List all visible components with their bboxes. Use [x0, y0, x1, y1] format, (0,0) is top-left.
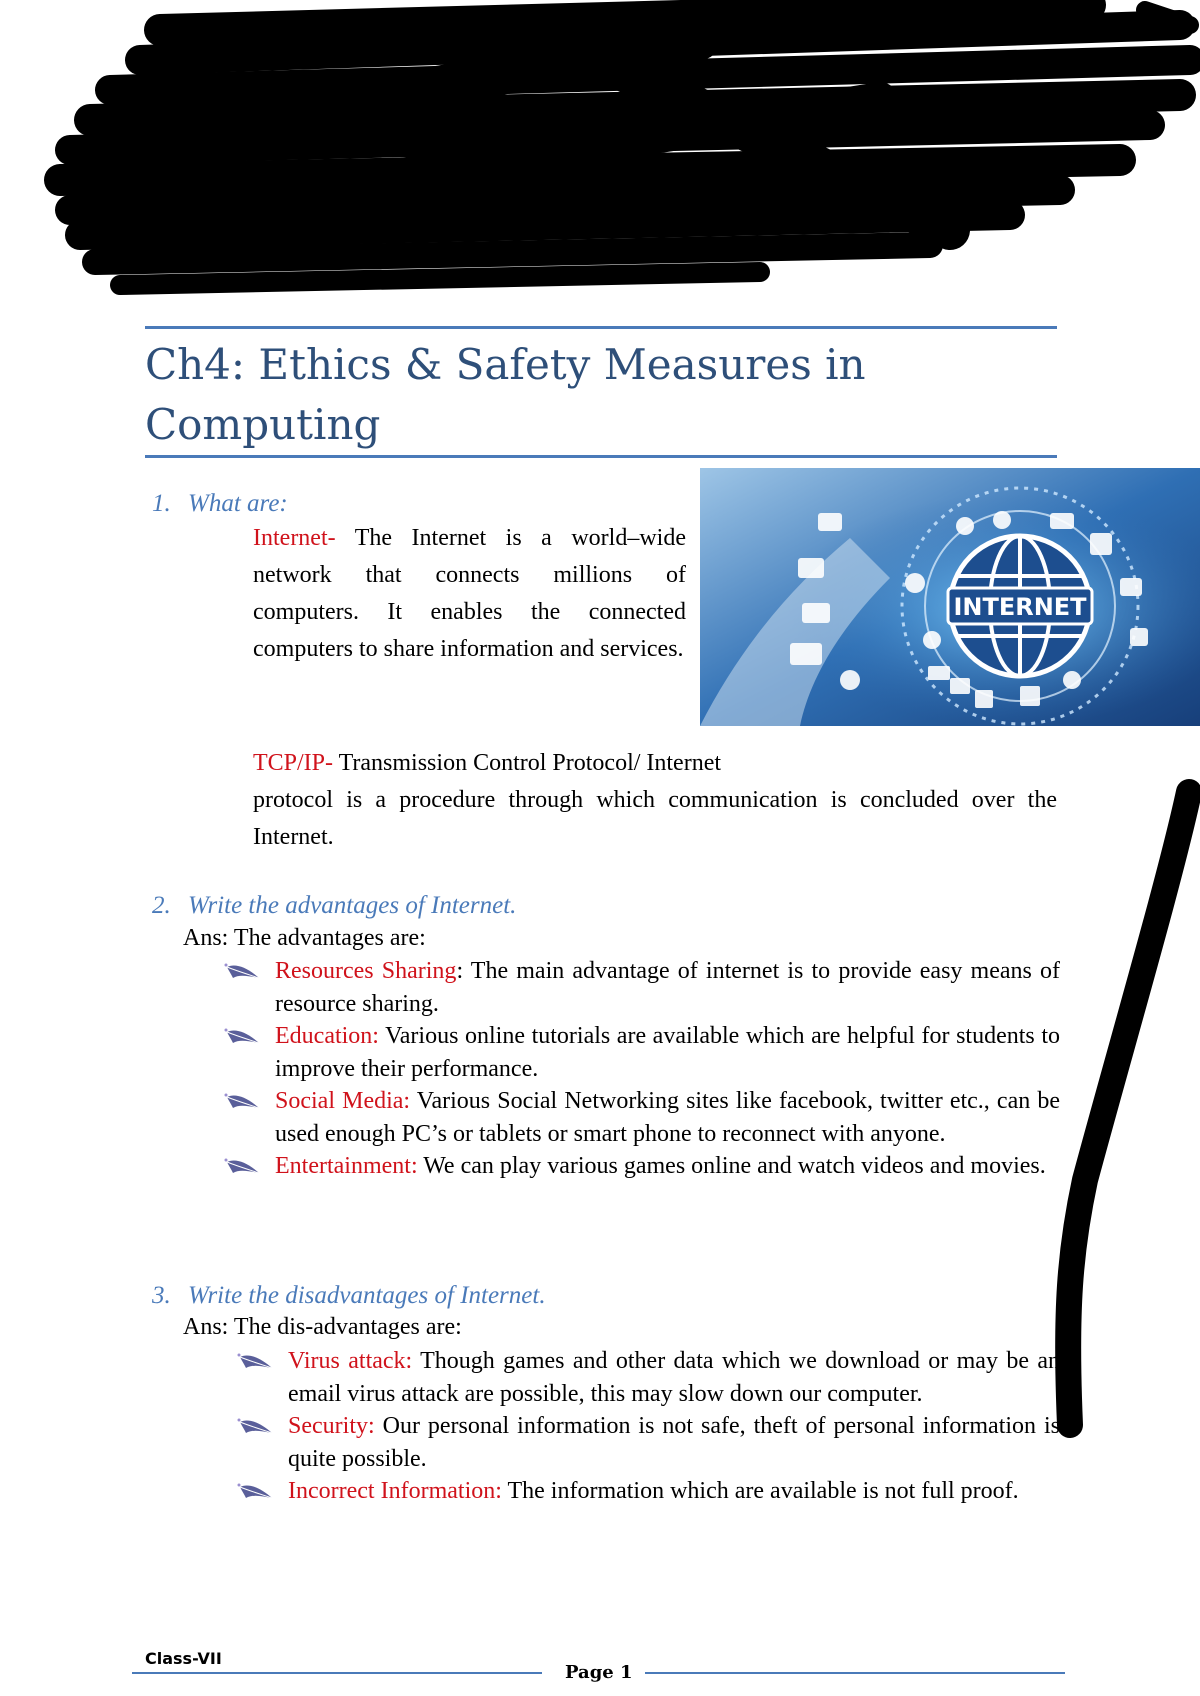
- question-3-heading: [152, 1282, 546, 1310]
- tcpip-rest: protocol is a procedure through which communication is concluded over the Internet.: [253, 787, 1057, 850]
- item-desc: We can play various games online and watch videos and movies.: [417, 1153, 1046, 1179]
- footer-rule-right: [645, 1672, 1065, 1674]
- question-2-heading: [152, 892, 516, 920]
- footer-class-label: Class-VII: [145, 1649, 222, 1668]
- tcpip-definition: [253, 745, 1057, 856]
- list-item: [288, 1345, 1060, 1410]
- definition-text: Transmission Control Protocol/ Internet: [333, 750, 722, 776]
- feather-bullet-icon: [223, 1026, 263, 1048]
- item-desc: Our personal information is not safe, theft of personal information is quite possible.: [288, 1413, 1060, 1472]
- item-desc: Various Social Networking sites like facebook, twitter etc., can be used enough PC’s or tablets or smart phone to reconnect with anyone.: [275, 1088, 1060, 1147]
- item-term: Social Media:: [275, 1088, 411, 1114]
- list-item: [288, 1410, 1060, 1475]
- definition-text: The Internet is a world–wide network that connects millions of computers. It enables the connected computers to share information and services.: [253, 525, 686, 662]
- question-number: 2.: [152, 892, 171, 919]
- term-internet: Internet-: [253, 525, 336, 551]
- item-desc: : The main advantage of internet is to provide easy means of resource sharing.: [275, 958, 1060, 1017]
- question-text: Write the disadvantages of Internet.: [188, 1282, 546, 1309]
- question-number: 1.: [152, 490, 171, 517]
- item-term: Incorrect Information:: [288, 1478, 502, 1504]
- list-item: [275, 1020, 1060, 1085]
- list-item: [288, 1475, 1060, 1508]
- feather-bullet-icon: [223, 961, 263, 983]
- feather-bullet-icon: [223, 1156, 263, 1178]
- item-term: Virus attack:: [288, 1348, 413, 1374]
- footer-page-number: Page 1: [565, 1662, 633, 1683]
- answer-intro: Ans: The advantages are:: [183, 925, 426, 951]
- question-text: What are:: [188, 490, 288, 517]
- question-number: 3.: [152, 1282, 171, 1309]
- item-term: Security:: [288, 1413, 375, 1439]
- internet-definition: [253, 520, 686, 668]
- list-item: [275, 955, 1060, 1020]
- page-title: Ch4: Ethics & Safety Measures in Computing: [145, 340, 866, 449]
- list-item: [275, 1085, 1060, 1150]
- item-term: Resources Sharing: [275, 958, 457, 984]
- title-bottom-rule: [145, 455, 1057, 458]
- item-term: Entertainment:: [275, 1153, 418, 1179]
- footer-rule-left: [132, 1672, 542, 1674]
- item-desc: Various online tutorials are available which are helpful for students to improve their performance.: [275, 1023, 1060, 1082]
- title-top-rule: [145, 326, 1057, 329]
- advantages-list: [275, 955, 1060, 1183]
- answer-intro: Ans: The dis-advantages are:: [183, 1314, 462, 1340]
- feather-bullet-icon: [223, 1091, 263, 1113]
- item-desc: The information which are available is not full proof.: [501, 1478, 1019, 1504]
- item-desc: Though games and other data which we download or may be an email virus attack are possible, this may slow down our computer.: [288, 1348, 1060, 1407]
- item-term: Education:: [275, 1023, 379, 1049]
- question-text: Write the advantages of Internet.: [188, 892, 517, 919]
- question-1-heading: [152, 490, 288, 518]
- internet-illustration: [700, 468, 1200, 726]
- tcpip-first-line: [253, 745, 1057, 782]
- feather-bullet-icon: [236, 1416, 276, 1438]
- list-item: [275, 1150, 1060, 1183]
- internet-image-label: INTERNET: [953, 593, 1087, 621]
- disadvantages-list: [288, 1345, 1060, 1508]
- term-tcpip: TCP/IP-: [253, 750, 334, 776]
- feather-bullet-icon: [236, 1481, 276, 1503]
- feather-bullet-icon: [236, 1351, 276, 1373]
